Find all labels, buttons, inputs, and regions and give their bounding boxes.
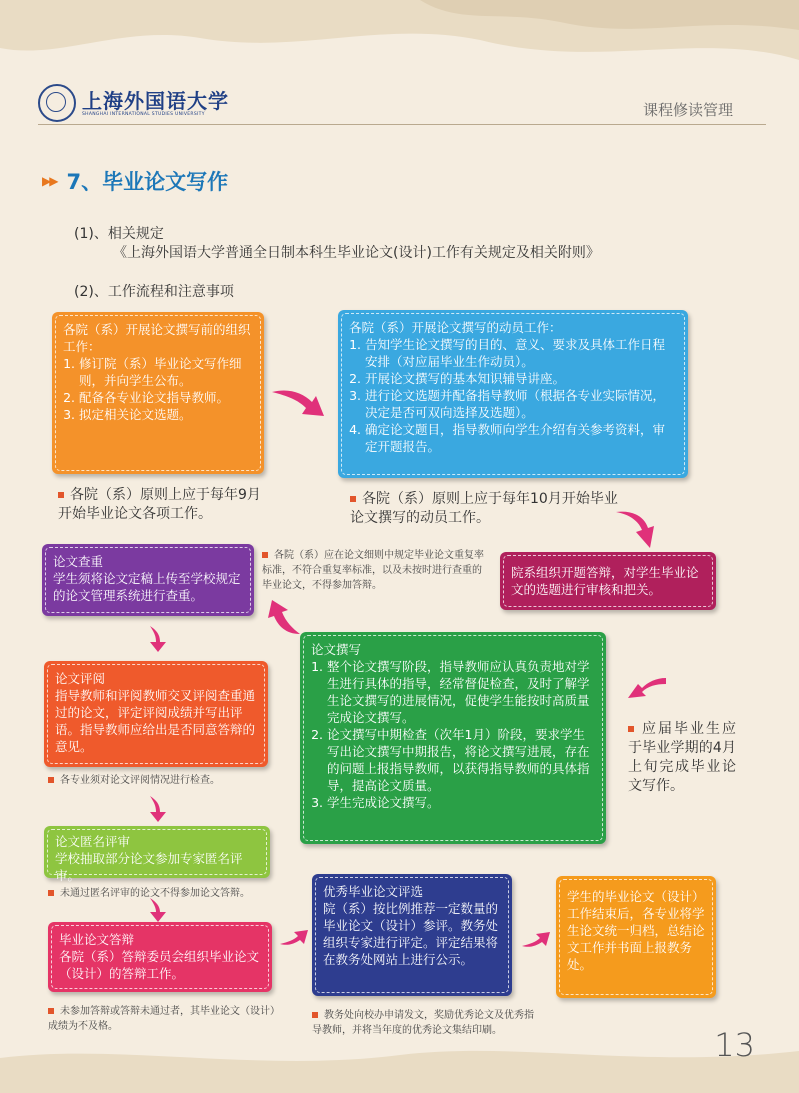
- bullet-square-icon: [58, 492, 64, 498]
- bullet-square-icon: [262, 552, 268, 558]
- mobilization-box: [338, 310, 688, 478]
- paper-writing-box: [300, 632, 606, 844]
- note-box7: 未通过匿名评审的论文不得参加论文答辩。: [48, 886, 278, 901]
- excellent-thesis-box: [312, 874, 512, 996]
- box-body: 指导教师和评阅教师交叉评阅查重通过的论文，评定评阅成绩并写出评语。指导教师应给出是否同意答辩的意见。: [55, 688, 256, 754]
- list-item: 4. 确定论文题目，指导教师向学生介绍有关参考资料，审定开题报告。: [365, 421, 677, 455]
- logo-text: 上海外国语大学: [82, 88, 229, 113]
- plagiarism-check-box: [42, 544, 254, 616]
- box-body: 学校抽取部分论文参加专家匿名评审。: [55, 851, 243, 883]
- box-heading: 论文匿名评审: [55, 834, 131, 849]
- header-divider: [38, 124, 766, 125]
- title-row: [42, 166, 228, 196]
- proposal-defense-box: [500, 552, 716, 610]
- bullet-square-icon: [350, 496, 356, 502]
- flow-arrow-icon: [612, 508, 656, 550]
- list-item: 2. 配备各专业论文指导教师。: [79, 389, 253, 406]
- prep-work-box: [52, 312, 264, 474]
- list-item: 1. 修订院（系）毕业论文写作细则，并向学生公布。: [79, 355, 253, 389]
- archive-box: [556, 876, 716, 998]
- note-box9: 教务处向校办申请发文，奖励优秀论文及优秀指导教师，并将当年度的优秀论文集结印刷。: [312, 1010, 534, 1036]
- logo-english: SHANGHAI INTERNATIONAL STUDIES UNIVERSITY: [82, 111, 205, 117]
- double-chevron-icon: ▶▶: [42, 174, 57, 188]
- rules-label: (1)、相关规定: [74, 226, 164, 242]
- note-box2: 各院（系）原则上应于每年10月开始毕业论文撰写的动员工作。: [350, 491, 618, 526]
- list-item: 1. 整个论文撰写阶段，指导教师应认真负责地对学生进行具体的指导，经常督促检查，及时了解学生论文撰写的进展情况，促使学生能按时高质量完成论文撰写。: [327, 658, 595, 726]
- flow-arrow-icon: [144, 896, 170, 924]
- box-body: 院（系）按比例推荐一定数量的毕业论文（设计）参评。教务处组织专家进行评定。评定结果将在教务处网站上进行公示。: [323, 901, 499, 967]
- box-heading: 毕业论文答辩: [59, 932, 135, 947]
- page-title: 7、毕业论文写作: [66, 170, 229, 194]
- note-box1: 各院（系）原则上应于每年9月开始毕业论文各项工作。: [58, 487, 261, 522]
- flow-arrow-icon: [278, 926, 310, 950]
- box-body: 学生须将论文定稿上传至学校规定的论文管理系统进行查重。: [53, 571, 241, 603]
- bullet-square-icon: [48, 890, 54, 896]
- note-box5: 各专业须对论文评阅情况进行检查。: [48, 773, 278, 788]
- flow-arrow-icon: [626, 672, 670, 702]
- box-body: 学生的毕业论文（设计）工作结束后，各专业将学生论文统一归档，总结论文工作并书面上报教务处。: [567, 889, 705, 972]
- bullet-square-icon: [48, 1008, 54, 1014]
- note-box8: 未参加答辩或答辩未通过者，其毕业论文（设计）成绩为不及格。: [48, 1006, 280, 1032]
- flow-arrow-icon: [268, 382, 328, 422]
- bullet-square-icon: [48, 777, 54, 783]
- university-logo: [38, 84, 229, 122]
- flow-arrow-icon: [264, 598, 304, 638]
- brush-decoration-top: [0, 0, 799, 150]
- note-box6: 应届毕业生应于毕业学期的4月上旬完成毕业论文写作。: [628, 721, 736, 794]
- section-heading: 课程修读管理: [642, 101, 733, 119]
- bullet-square-icon: [312, 1012, 318, 1018]
- box-body: 院系组织开题答辩，对学生毕业论文的选题进行审核和把关。: [511, 565, 699, 597]
- list-item: 1. 告知学生论文撰写的目的、意义、要求及具体工作日程安排（对应届毕业生作动员）。: [365, 336, 677, 370]
- box-heading: 论文查重: [53, 554, 104, 569]
- list-item: 3. 拟定相关论文选题。: [79, 406, 253, 423]
- box-heading: 优秀毕业论文评选: [323, 884, 424, 899]
- thesis-defense-box: [48, 922, 272, 992]
- box-heading: 论文撰写: [311, 642, 362, 657]
- list-item: 3. 学生完成论文撰写。: [327, 794, 595, 811]
- rules-document: 《上海外国语大学普通全日制本科生毕业论文(设计)工作有关规定及相关附则》: [113, 245, 600, 261]
- paper-review-box: [44, 661, 268, 767]
- bullet-square-icon: [628, 726, 634, 732]
- flow-arrow-icon: [520, 928, 552, 952]
- box-heading: 各院（系）开展论文撰写的动员工作：: [349, 320, 562, 335]
- list-item: 3. 进行论文选题并配备指导教师（根据各专业实际情况，决定是否可双向选择及选题）。: [365, 387, 677, 421]
- flow-arrow-icon: [144, 794, 170, 824]
- box-heading: 各院（系）开展论文撰写前的组织工作：: [63, 322, 251, 354]
- box-body: 各院（系）答辩委员会组织毕业论文（设计）的答辩工作。: [59, 949, 260, 981]
- process-label: (2)、工作流程和注意事项: [74, 284, 234, 300]
- list-item: 2. 开展论文撰写的基本知识辅导讲座。: [365, 370, 677, 387]
- note-box3: 各院（系）应在论文细则中规定毕业论文重复率标准，不符合重复率标准，以及未按时进行查重的毕业论文，不得参加答辩。: [262, 550, 484, 591]
- page-number: 13: [714, 1026, 755, 1064]
- flow-arrow-icon: [144, 624, 170, 654]
- list-item: 2. 论文撰写中期检查（次年1月）阶段，要求学生写出论文撰写中期报告，将论文撰写进展，存在的问题上报指导教师，以获得指导教师的具体指导，提高论文质量。: [327, 726, 595, 794]
- university-seal-icon: [38, 84, 76, 122]
- anonymous-review-box: [44, 826, 270, 883]
- box-heading: 论文评阅: [55, 671, 106, 686]
